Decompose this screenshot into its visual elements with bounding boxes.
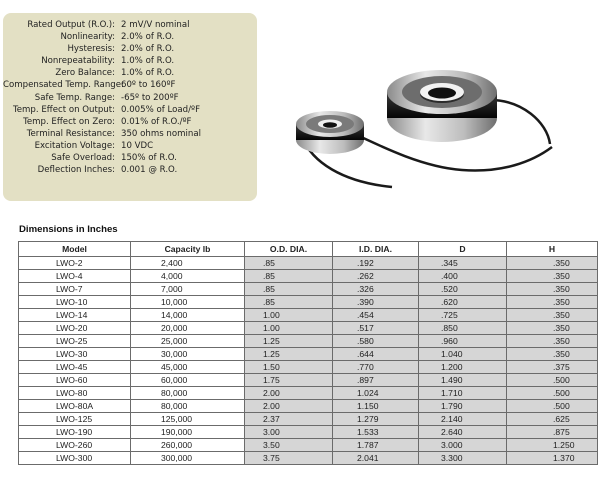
h-cell: .350 [507, 348, 598, 361]
d-cell: 1.790 [419, 400, 507, 413]
spec-label: Nonlinearity: [60, 32, 115, 43]
capacity-cell: 60,000 [131, 374, 245, 387]
id-dia-cell: .326 [333, 283, 419, 296]
spec-value: 350 ohms nominal [121, 128, 201, 139]
spec-label: Safe Temp. Range: [34, 92, 115, 103]
table-row [19, 374, 598, 387]
id-dia-cell: 1.150 [333, 400, 419, 413]
spec-value: 0.01% of R.O./ºF [121, 116, 192, 127]
h-cell: .375 [507, 361, 598, 374]
table-row [19, 452, 598, 465]
spec-value: 2.0% of R.O. [121, 44, 175, 55]
spec-label: Zero Balance: [55, 68, 115, 79]
h-cell: .350 [507, 322, 598, 335]
spec-label: Temp. Effect on Output: [12, 104, 115, 115]
model-cell: LWO-2 [19, 257, 131, 270]
spec-value: -65º to 200ºF [121, 92, 179, 103]
capacity-cell: 190,000 [131, 426, 245, 439]
od-dia-cell: 1.25 [245, 348, 333, 361]
h-cell: .875 [507, 426, 598, 439]
od-dia-cell: 1.00 [245, 322, 333, 335]
spec-row [3, 92, 257, 104]
d-cell: 1.490 [419, 374, 507, 387]
spec-row [3, 79, 257, 91]
od-dia-cell: 2.00 [245, 387, 333, 400]
dimensions-heading: Dimensions in Inches [19, 224, 118, 235]
spec-label: Temp. Effect on Zero: [23, 116, 115, 127]
spec-label: Safe Overload: [51, 153, 115, 164]
capacity-cell: 4,000 [131, 270, 245, 283]
d-cell: .345 [419, 257, 507, 270]
capacity-cell: 260,000 [131, 439, 245, 452]
spec-value: 60º to 160ºF [121, 80, 176, 91]
d-cell: .400 [419, 270, 507, 283]
table-row [19, 361, 598, 374]
table-row [19, 322, 598, 335]
column-header-h: H [507, 242, 598, 257]
od-dia-cell: 3.75 [245, 452, 333, 465]
d-cell: .850 [419, 322, 507, 335]
spec-value: 0.005% of Load/ºF [121, 104, 201, 115]
model-cell: LWO-80A [19, 400, 131, 413]
id-dia-cell: 1.533 [333, 426, 419, 439]
spec-row [3, 43, 257, 55]
d-cell: 3.000 [419, 439, 507, 452]
d-cell: .620 [419, 296, 507, 309]
column-header-model: Model [19, 242, 131, 257]
specifications-panel [3, 13, 257, 201]
model-cell: LWO-260 [19, 439, 131, 452]
od-dia-cell: .85 [245, 296, 333, 309]
spec-row [3, 152, 257, 164]
spec-label: Hysteresis: [67, 44, 115, 55]
spec-row [3, 140, 257, 152]
capacity-cell: 7,000 [131, 283, 245, 296]
table-row [19, 413, 598, 426]
model-cell: LWO-10 [19, 296, 131, 309]
model-cell: LWO-60 [19, 374, 131, 387]
table-row [19, 335, 598, 348]
id-dia-cell: .192 [333, 257, 419, 270]
spec-value: 0.001 @ R.O. [121, 165, 178, 176]
spec-row [3, 31, 257, 43]
capacity-cell: 30,000 [131, 348, 245, 361]
od-dia-cell: 2.00 [245, 400, 333, 413]
spec-row [3, 67, 257, 79]
h-cell: .500 [507, 387, 598, 400]
od-dia-cell: .85 [245, 270, 333, 283]
spec-label: Excitation Voltage: [34, 140, 115, 151]
od-dia-cell: 3.50 [245, 439, 333, 452]
column-header-id-dia: I.D. DIA. [333, 242, 419, 257]
table-row [19, 283, 598, 296]
d-cell: .520 [419, 283, 507, 296]
d-cell: 1.200 [419, 361, 507, 374]
d-cell: 2.140 [419, 413, 507, 426]
model-cell: LWO-45 [19, 361, 131, 374]
h-cell: .350 [507, 309, 598, 322]
capacity-cell: 125,000 [131, 413, 245, 426]
spec-value: 2 mV/V nominal [121, 20, 190, 30]
od-dia-cell: .85 [245, 257, 333, 270]
id-dia-cell: .770 [333, 361, 419, 374]
table-row [19, 387, 598, 400]
h-cell: .350 [507, 257, 598, 270]
model-cell: LWO-4 [19, 270, 131, 283]
model-cell: LWO-190 [19, 426, 131, 439]
id-dia-cell: 1.279 [333, 413, 419, 426]
id-dia-cell: 1.024 [333, 387, 419, 400]
column-header-d: D [419, 242, 507, 257]
od-dia-cell: 1.75 [245, 374, 333, 387]
od-dia-cell: 1.50 [245, 361, 333, 374]
id-dia-cell: .644 [333, 348, 419, 361]
table-row [19, 426, 598, 439]
table-row [19, 439, 598, 452]
spec-value: 1.0% of R.O. [121, 56, 175, 67]
spec-row [3, 128, 257, 140]
model-cell: LWO-300 [19, 452, 131, 465]
d-cell: 2.640 [419, 426, 507, 439]
capacity-cell: 80,000 [131, 387, 245, 400]
h-cell: .350 [507, 270, 598, 283]
column-header-od-dia: O.D. DIA. [245, 242, 333, 257]
id-dia-cell: .454 [333, 309, 419, 322]
capacity-cell: 14,000 [131, 309, 245, 322]
spec-value: 1.0% of R.O. [121, 68, 175, 79]
table-row [19, 400, 598, 413]
model-cell: LWO-80 [19, 387, 131, 400]
d-cell: 1.710 [419, 387, 507, 400]
d-cell: .960 [419, 335, 507, 348]
capacity-cell: 10,000 [131, 296, 245, 309]
h-cell: .350 [507, 296, 598, 309]
h-cell: .625 [507, 413, 598, 426]
d-cell: 1.040 [419, 348, 507, 361]
spec-row [3, 104, 257, 116]
capacity-cell: 25,000 [131, 335, 245, 348]
h-cell: .350 [507, 283, 598, 296]
id-dia-cell: 2.041 [333, 452, 419, 465]
od-dia-cell: 1.25 [245, 335, 333, 348]
h-cell: 1.250 [507, 439, 598, 452]
capacity-cell: 2,400 [131, 257, 245, 270]
model-cell: LWO-14 [19, 309, 131, 322]
spec-label: Compensated Temp. Range: [3, 80, 124, 91]
d-cell: .725 [419, 309, 507, 322]
model-cell: LWO-7 [19, 283, 131, 296]
id-dia-cell: .897 [333, 374, 419, 387]
spec-row [3, 164, 257, 176]
h-cell: .350 [507, 335, 598, 348]
table-row [19, 270, 598, 283]
od-dia-cell: .85 [245, 283, 333, 296]
capacity-cell: 20,000 [131, 322, 245, 335]
model-cell: LWO-20 [19, 322, 131, 335]
id-dia-cell: .580 [333, 335, 419, 348]
h-cell: .500 [507, 400, 598, 413]
od-dia-cell: 3.00 [245, 426, 333, 439]
spec-value: 150% of R.O. [121, 153, 177, 164]
id-dia-cell: .517 [333, 322, 419, 335]
spec-row [3, 116, 257, 128]
spec-label: Deflection Inches: [37, 165, 115, 176]
spec-value: 10 VDC [121, 140, 154, 151]
spec-row [3, 55, 257, 67]
model-cell: LWO-30 [19, 348, 131, 361]
table-row [19, 296, 598, 309]
spec-label: Terminal Resistance: [26, 128, 115, 139]
od-dia-cell: 1.00 [245, 309, 333, 322]
table-row [19, 309, 598, 322]
model-cell: LWO-125 [19, 413, 131, 426]
spec-value: 2.0% of R.O. [121, 32, 175, 43]
capacity-cell: 80,000 [131, 400, 245, 413]
spec-label: Rated Output (R.O.): [27, 20, 115, 30]
spec-row [3, 19, 257, 31]
d-cell: 3.300 [419, 452, 507, 465]
table-row [19, 257, 598, 270]
capacity-cell: 45,000 [131, 361, 245, 374]
load-cell-product-image [282, 52, 572, 192]
model-cell: LWO-25 [19, 335, 131, 348]
column-header-capacity: Capacity lb [131, 242, 245, 257]
table-header-row [19, 242, 598, 257]
h-cell: .500 [507, 374, 598, 387]
table-row [19, 348, 598, 361]
od-dia-cell: 2.37 [245, 413, 333, 426]
id-dia-cell: .390 [333, 296, 419, 309]
id-dia-cell: .262 [333, 270, 419, 283]
id-dia-cell: 1.787 [333, 439, 419, 452]
dimensions-table [18, 241, 598, 465]
capacity-cell: 300,000 [131, 452, 245, 465]
h-cell: 1.370 [507, 452, 598, 465]
spec-label: Nonrepeatability: [41, 56, 115, 67]
